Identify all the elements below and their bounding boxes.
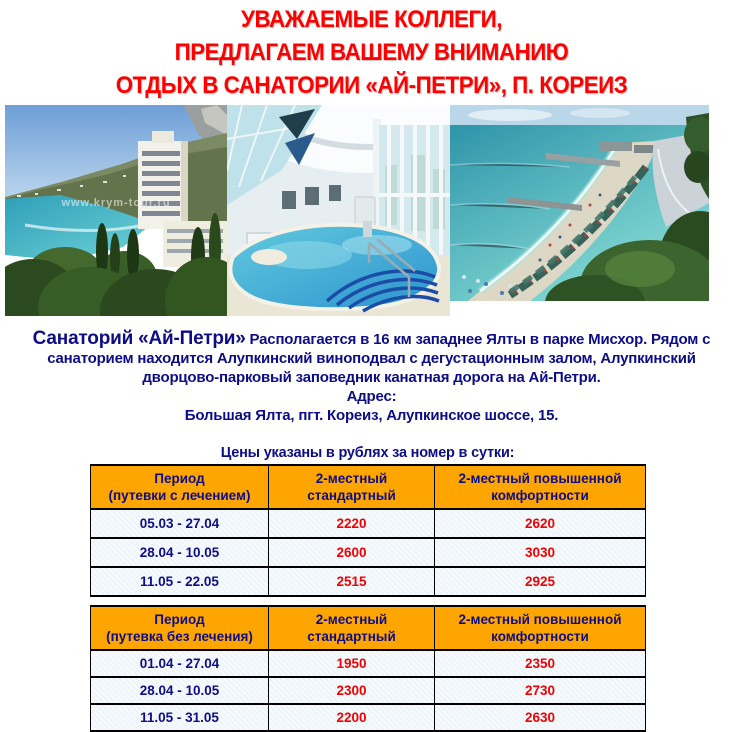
- price-cell: 2730: [435, 677, 646, 704]
- price-cell: 1950: [269, 650, 435, 677]
- flyer-header: [0, 0, 743, 100]
- header-row: [91, 465, 646, 509]
- price-cell: 2300: [269, 677, 435, 704]
- headline-1: УВАЖАЕМЫЕ КОЛЛЕГИ,: [241, 6, 502, 33]
- price-caption: Цены указаны в рублях за номер в сутки:: [220, 445, 515, 461]
- price-table-with-treatment: [90, 464, 646, 597]
- price-cell: 2630: [435, 704, 646, 731]
- column-header: Период (путевки с лечением): [91, 465, 269, 509]
- intro-paragraph: [8, 329, 735, 387]
- period-cell: 11.05 - 31.05: [91, 704, 269, 731]
- column-header: 2-местный стандартный: [269, 465, 435, 509]
- intro-text: Располагается в 16 км западнее Ялты в парке Мисхор. Рядом с санаторием находится Алупкинский виноподвал с дегустационным залом, Алупкинский дворцово-парковый заповедник канатная дорога на Ай-Петри.: [47, 331, 711, 386]
- period-cell: 01.04 - 27.04: [91, 650, 269, 677]
- coastline-hotel-image: [5, 105, 227, 316]
- headline-3: ОТДЫХ В САНАТОРИИ «АЙ-ПЕТРИ», П. КОРЕИЗ: [115, 72, 628, 99]
- price-row: [91, 509, 646, 538]
- column-header: 2-местный повышенной комфортности: [435, 465, 646, 509]
- period-cell: 28.04 - 10.05: [91, 677, 269, 704]
- price-row: [91, 567, 646, 596]
- coastline-hotel-photo: [5, 105, 227, 316]
- price-row: [91, 538, 646, 567]
- price-cell: 3030: [435, 538, 646, 567]
- price-cell: 2350: [435, 650, 646, 677]
- price-cell: 2620: [435, 509, 646, 538]
- photo-strip: [0, 105, 743, 316]
- header-row: [91, 606, 646, 650]
- price-row: [91, 677, 646, 704]
- price-row: [91, 704, 646, 731]
- price-cell: 2220: [269, 509, 435, 538]
- address-label: Адрес:: [346, 388, 397, 405]
- column-header: Период (путевка без лечения): [91, 606, 269, 650]
- price-cell: 2925: [435, 567, 646, 596]
- sanatorium-name: Санаторий «Ай-Петри»: [32, 328, 246, 349]
- period-cell: 05.03 - 27.04: [91, 509, 269, 538]
- period-cell: 11.05 - 22.05: [91, 567, 269, 596]
- beach-photo: [450, 105, 709, 301]
- indoor-pool-photo: [227, 105, 450, 316]
- column-header: 2-местный стандартный: [269, 606, 435, 650]
- price-table-without-treatment: [90, 605, 646, 732]
- price-row: [91, 650, 646, 677]
- address-line: Большая Ялта, пгт. Кореиз, Алупкинское шоссе, 15.: [184, 407, 559, 424]
- headline-2: ПРЕДЛАГАЕМ ВАШЕМУ ВНИМАНИЮ: [174, 39, 569, 66]
- beach-image: [450, 105, 709, 301]
- photo-watermark: www.krym-tour.ru: [61, 197, 171, 209]
- indoor-pool-image: [227, 105, 450, 316]
- period-cell: 28.04 - 10.05: [91, 538, 269, 567]
- price-cell: 2515: [269, 567, 435, 596]
- column-header: 2-местный повышенной комфортности: [435, 606, 646, 650]
- price-cell: 2200: [269, 704, 435, 731]
- price-cell: 2600: [269, 538, 435, 567]
